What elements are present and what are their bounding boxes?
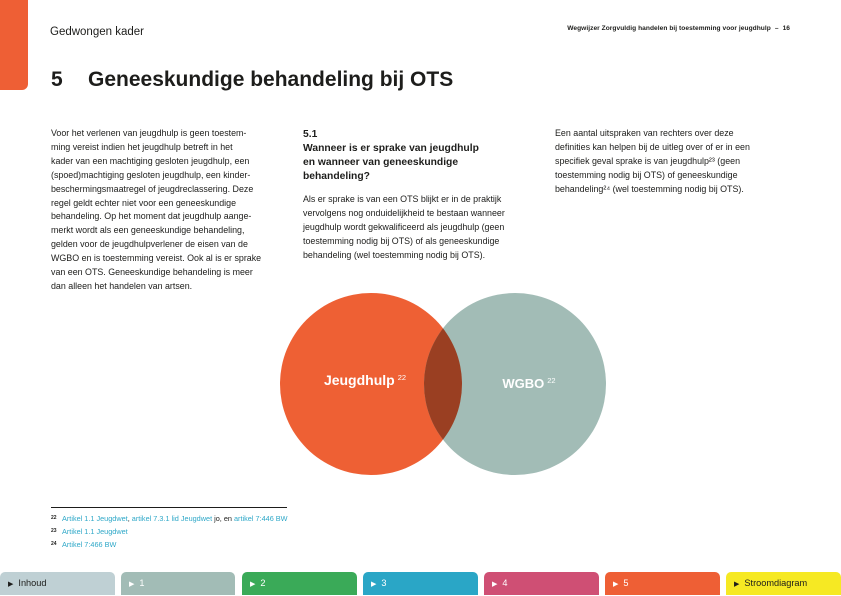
text-line: behandeling (wel toestemming nodig bij OTS). bbox=[303, 249, 486, 260]
play-icon: ▶ bbox=[250, 581, 256, 588]
nav-tab-label: 3 bbox=[381, 578, 387, 588]
footnote-link[interactable]: Artikel 7:466 BW bbox=[62, 540, 117, 549]
text-line: kader van een machtiging gesloten jeugdhulp, een bbox=[51, 155, 250, 166]
text-line: toestemming nodig bij OTS) of geneeskundige bbox=[555, 169, 738, 180]
text-line: toestemming nodig bij OTS) of als geneeskundige bbox=[303, 235, 500, 246]
text-line: ming vereist indien het jeugdhulp betreft in het bbox=[51, 141, 233, 152]
text-line: specifiek geval sprake is van jeugdhulp²³ (geen bbox=[555, 155, 741, 166]
subheading-line: 5.1 bbox=[303, 129, 318, 140]
footnote-22 bbox=[51, 512, 288, 525]
wgbo-footnote-ref: 22 bbox=[547, 376, 556, 385]
text-line: behandeling²⁴ (wel toestemming nodig bij OTS). bbox=[555, 183, 744, 194]
case-law-paragraph bbox=[555, 127, 790, 197]
subheading-line: en wanneer van geneeskundige bbox=[303, 157, 459, 168]
text-line: Een aantal uitspraken van rechters over deze bbox=[555, 128, 734, 138]
chapter-tab-marker bbox=[0, 0, 28, 90]
text-line: behandeling. Op het moment dat jeugdhulp aange- bbox=[51, 211, 252, 222]
nav-tab-3[interactable] bbox=[363, 572, 478, 595]
text-line: Als er sprake is van een OTS blijkt er in de praktijk bbox=[303, 194, 502, 204]
section-paragraph bbox=[303, 193, 539, 263]
text-line: merkt wordt als een geneeskundige behandeling, bbox=[51, 225, 245, 236]
nav-tab-label: 1 bbox=[139, 578, 145, 588]
subheading-line: Wanneer is er sprake van jeugdhulp bbox=[303, 143, 479, 154]
text-line: definities kan helpen bij de uitleg over of er in een bbox=[555, 141, 750, 152]
footnote-number: 22 bbox=[51, 515, 57, 521]
nav-tab-label: 2 bbox=[260, 578, 266, 588]
text-line: dan alleen het handelen van artsen. bbox=[51, 280, 193, 291]
footnote-text: jo, en bbox=[212, 514, 234, 523]
jeugdhulp-text: Jeugdhulp bbox=[323, 372, 395, 388]
page-number: 16 bbox=[782, 25, 790, 32]
nav-tab-inhoud[interactable] bbox=[0, 572, 115, 595]
footnote-24 bbox=[51, 538, 288, 551]
footnotes bbox=[51, 512, 288, 551]
nav-tab-label: Inhoud bbox=[18, 578, 47, 588]
wgbo-text: WGBO bbox=[502, 376, 545, 391]
nav-tab-5[interactable] bbox=[605, 572, 720, 595]
section-5-1-column bbox=[303, 128, 539, 263]
nav-tab-label: 5 bbox=[623, 578, 629, 588]
footnote-number: 24 bbox=[51, 541, 57, 547]
text-line: (spoed)machtiging gesloten jeugdhulp, een kinder- bbox=[51, 169, 251, 180]
intro-paragraph bbox=[51, 127, 286, 294]
nav-tab-4[interactable] bbox=[484, 572, 599, 595]
text-line: jeugdhulp wordt gekwalificeerd als jeugdhulp (geen bbox=[303, 221, 505, 232]
section-name: Gedwongen kader bbox=[50, 26, 144, 38]
footnote-link[interactable]: Artikel 1.1 Jeugdwet bbox=[62, 514, 128, 523]
footnote-link[interactable]: artikel 7.3.1 lid Jeugdwet bbox=[131, 514, 213, 523]
footnote-divider bbox=[51, 507, 287, 508]
nav-tab-label: 4 bbox=[502, 578, 508, 588]
bottom-navigation bbox=[0, 572, 841, 595]
footnote-text: , bbox=[127, 514, 132, 523]
case-law-column bbox=[555, 127, 790, 197]
nav-tab-stroomdiagram[interactable] bbox=[726, 572, 841, 595]
footnote-number: 23 bbox=[51, 528, 57, 534]
play-icon: ▶ bbox=[492, 581, 498, 588]
publication-title: Wegwijzer Zorgvuldig handelen bij toestemming voor jeugdhulp bbox=[567, 25, 771, 32]
venn-diagram bbox=[275, 288, 615, 484]
running-head bbox=[567, 25, 790, 32]
chapter-title: Geneeskundige behandeling bij OTS bbox=[88, 68, 454, 91]
subheading-5-1 bbox=[303, 128, 539, 184]
nav-tab-1[interactable] bbox=[121, 572, 235, 595]
text-line: Voor het verlenen van jeugdhulp is geen toestem- bbox=[51, 128, 247, 138]
footnote-link[interactable]: Artikel 1.1 Jeugdwet bbox=[62, 527, 128, 536]
nav-tab-label: Stroomdiagram bbox=[744, 578, 808, 588]
jeugdhulp-footnote-ref: 22 bbox=[397, 373, 407, 382]
play-icon: ▶ bbox=[371, 581, 377, 588]
footnote-23 bbox=[51, 525, 288, 538]
subheading-line: behandeling? bbox=[303, 171, 370, 182]
nav-tab-2[interactable] bbox=[242, 572, 357, 595]
text-line: van een OTS. Geneeskundige behandeling is meer bbox=[51, 267, 253, 278]
text-line: WGBO en is toestemming vereist. Ook al is er sprake bbox=[51, 253, 262, 264]
play-icon: ▶ bbox=[129, 581, 135, 588]
chapter-number: 5 bbox=[51, 68, 63, 91]
text-line: beschermingsmaatregel of jeugdreclassering. Deze bbox=[51, 183, 254, 194]
jeugdhulp-label bbox=[324, 372, 406, 388]
play-icon: ▶ bbox=[734, 581, 740, 588]
play-icon: ▶ bbox=[613, 581, 619, 588]
intro-column bbox=[51, 127, 286, 294]
play-icon: ▶ bbox=[8, 581, 14, 588]
running-head-separator: – bbox=[774, 25, 779, 32]
text-line: regel geldt echter niet voor een geneeskundige bbox=[51, 197, 237, 208]
chapter-heading bbox=[51, 68, 453, 92]
footnote-link[interactable]: artikel 7:446 BW bbox=[234, 514, 288, 523]
text-line: vervolgens nog onduidelijkheid te bestaan wanneer bbox=[303, 207, 505, 218]
text-line: gelden voor de jeugdhulpverlener de eisen van de bbox=[51, 239, 248, 250]
